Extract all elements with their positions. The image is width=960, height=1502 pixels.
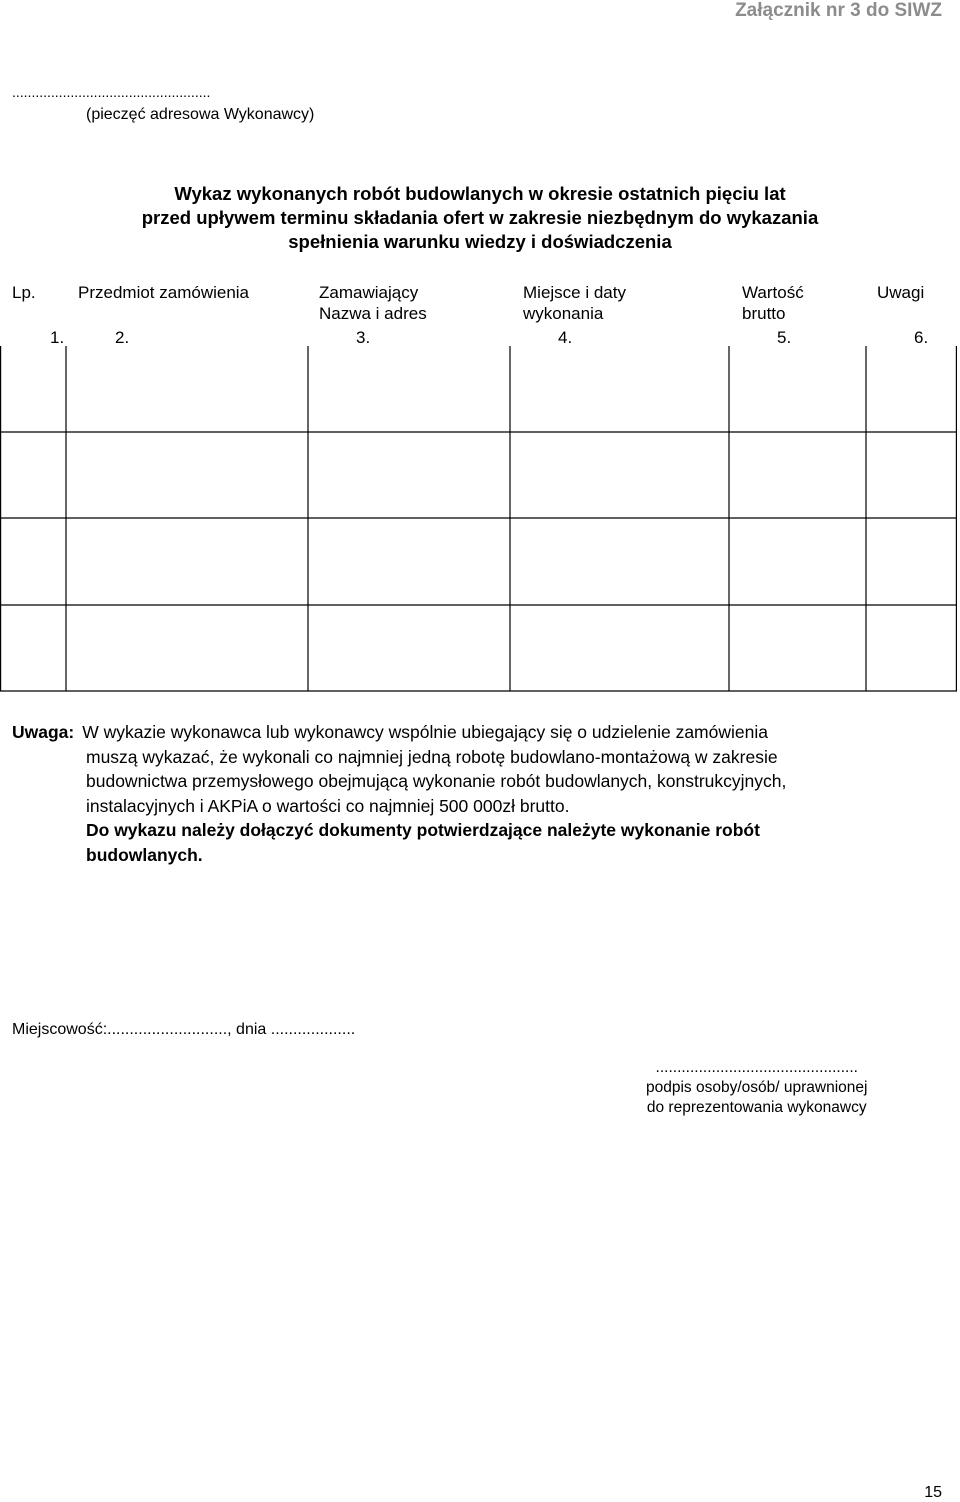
works-table-grid <box>0 0 960 700</box>
note-text-1: W wykazie wykonawca lub wykonawcy wspólnie ubiegający się o udzielenie zamówienia <box>82 722 768 742</box>
stamp-label: (pieczęć adresowa Wykonawcy) <box>86 106 315 123</box>
note-label: Uwaga: <box>12 722 75 742</box>
signature-line-1: podpis osoby/osób/ uprawnionej <box>646 1079 868 1096</box>
column-number-6: 6. <box>914 328 929 347</box>
note-paragraph <box>12 720 944 867</box>
note-line-6 <box>12 843 944 868</box>
title-line-1: Wykaz wykonanych robót budowlanych w okresie ostatnich pięciu lat <box>174 183 786 204</box>
note-line-2: muszą wykazać, że wykonali co najmniej jedną robotę budowlano-montażową w zakresie <box>86 746 778 767</box>
place-date-line: Miejscowość:..........................., dnia ................... <box>12 1021 356 1038</box>
note-bold-1: Do wykazu należy dołączyć dokumenty potwierdzające należyte wykonanie robót <box>86 820 760 840</box>
header-remarks: Uwagi <box>877 283 925 302</box>
note-line-4: instalacyjnych i AKPiA o wartości co najmniej 500 000zł brutto. <box>86 795 570 816</box>
page-number: 15 <box>924 1484 942 1501</box>
header-client-line1: Zamawiający <box>319 283 419 302</box>
header-lp: Lp. <box>12 283 36 302</box>
title-line-3: spełnienia warunku wiedzy i doświadczenia <box>288 231 672 252</box>
note-line-5 <box>12 818 944 843</box>
signature-line-2: do reprezentowania wykonawcy <box>646 1099 867 1116</box>
header-place-line1: Miejsce i daty <box>523 283 626 302</box>
attachment-label: Załącznik nr 3 do SIWZ <box>735 0 942 21</box>
header-value-line1: Wartość <box>742 283 804 302</box>
header-place-line2: wykonania <box>523 304 604 323</box>
header-value-line2: brutto <box>742 304 786 323</box>
column-number-5: 5. <box>777 328 792 347</box>
column-number-4: 4. <box>558 328 573 347</box>
signature-block <box>646 1058 867 1118</box>
signature-dots: ............................................... <box>655 1059 858 1076</box>
note-line-1 <box>12 720 944 745</box>
note-line-3: budownictwa przemysłowego obejmującą wykonanie robót budowlanych, konstrukcyjnych, <box>86 771 787 791</box>
note-bold-2: budowlanych. <box>86 844 203 865</box>
column-number-1: 1. <box>50 328 65 347</box>
header-subject: Przedmiot zamówienia <box>78 283 250 302</box>
title-line-2: przed upływem terminu składania ofert w zakresie niezbędnym do wykazania <box>141 207 819 228</box>
column-number-2: 2. <box>115 328 130 347</box>
column-number-3: 3. <box>356 328 371 347</box>
header-client-line2: Nazwa i adres <box>319 304 427 323</box>
stamp-dots: ................................................... <box>12 84 211 100</box>
